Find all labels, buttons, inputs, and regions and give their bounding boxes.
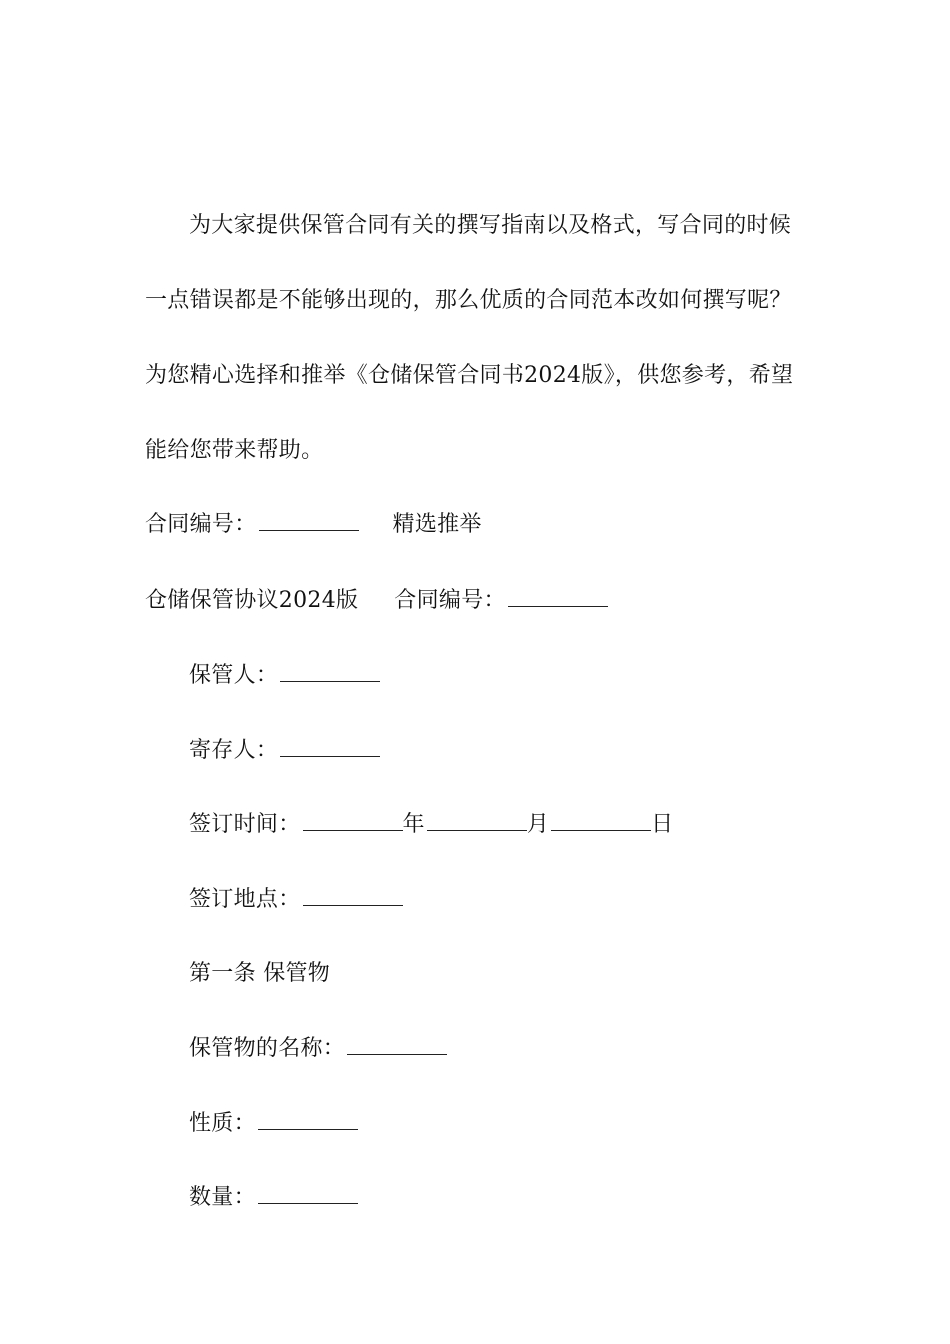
nature-blank [258,1111,358,1130]
agreement-title: 仓储保管协议2024版 [145,588,359,613]
depositor-row [189,737,380,765]
nature-row [189,1110,358,1138]
intro-line-4: 能给您带来帮助。 [145,438,324,463]
intro-line-1: 为大家提供保管合同有关的撰写指南以及格式，写合同的时候 [189,213,792,238]
sign-time-row [189,811,673,839]
day-label: 日 [651,812,674,837]
intro-line-3: 为您精心选择和推举《仓储保管合同书2024版》，供您参考，希望 [145,363,794,388]
contract-number-row [145,511,482,539]
quantity-blank [258,1185,358,1204]
item-name-blank [347,1036,447,1055]
article-1-heading: 第一条 保管物 [189,961,331,986]
contract-number-blank-2 [508,588,608,607]
sign-place-blank [303,887,403,906]
contract-number-label-2: 合同编号： [394,588,506,613]
sign-place-label: 签订地点： [189,887,301,912]
item-name-label: 保管物的名称： [189,1036,346,1061]
title-row [145,587,608,615]
contract-number-blank [259,512,359,531]
month-label: 月 [526,812,550,837]
depositor-label: 寄存人： [189,738,279,763]
depositor-blank [280,738,380,757]
quantity-row [189,1184,358,1212]
custodian-blank [280,663,380,682]
contract-number-label: 合同编号： [145,512,257,537]
day-blank [551,812,651,831]
year-label: 年 [402,812,425,837]
item-name-row [189,1035,447,1063]
sign-place-row [189,886,403,914]
year-blank [303,812,403,831]
custodian-row [189,662,380,690]
sign-time-label: 签订时间： [189,812,301,837]
quantity-label: 数量： [189,1185,256,1210]
recommend-label: 精选推举 [392,512,482,537]
custodian-label: 保管人： [189,663,279,688]
intro-line-2: 一点错误都是不能够出现的，那么优质的合同范本改如何撰写呢？ [145,288,792,313]
month-blank [427,812,527,831]
nature-label: 性质： [189,1111,256,1136]
